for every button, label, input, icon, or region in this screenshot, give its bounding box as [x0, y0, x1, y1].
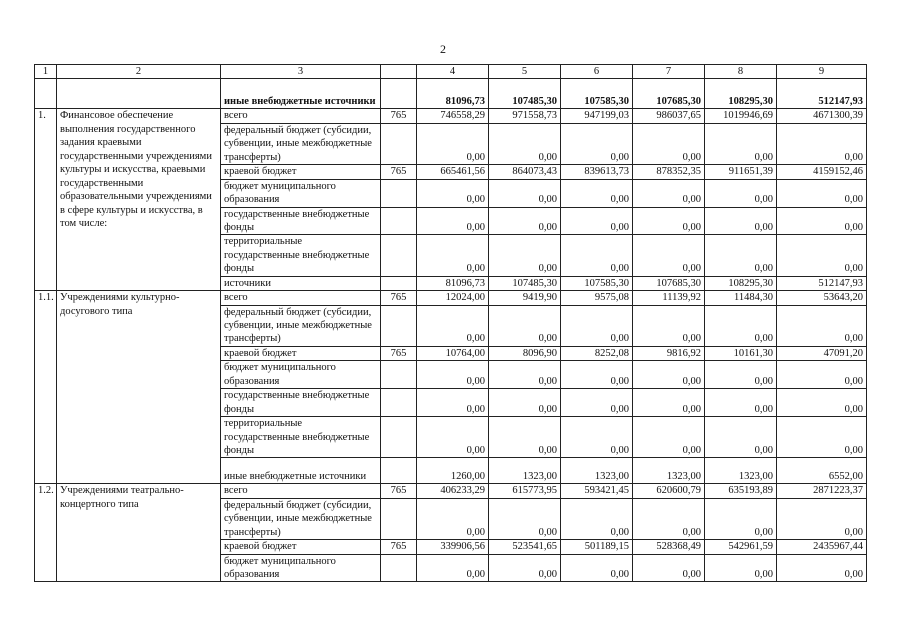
value-cell: 0,00 — [777, 305, 867, 346]
value-cell: 911651,39 — [705, 165, 777, 179]
code-cell: 765 — [381, 346, 417, 360]
value-cell: 107585,30 — [561, 276, 633, 290]
code-cell — [381, 305, 417, 346]
value-cell: 0,00 — [633, 417, 705, 458]
value-cell: 0,00 — [417, 305, 489, 346]
value-cell: 0,00 — [705, 123, 777, 164]
value-cell: 107685,30 — [633, 79, 705, 109]
value-cell: 0,00 — [633, 179, 705, 207]
value-cell: 0,00 — [705, 235, 777, 276]
value-cell: 10161,30 — [705, 346, 777, 360]
table-row — [35, 291, 867, 305]
value-cell: 0,00 — [417, 389, 489, 417]
code-cell — [381, 389, 417, 417]
header-cell: 2 — [57, 65, 221, 79]
value-cell: 0,00 — [489, 179, 561, 207]
value-cell: 971558,73 — [489, 109, 561, 123]
value-cell: 635193,89 — [705, 484, 777, 498]
value-cell: 0,00 — [633, 235, 705, 276]
value-cell: 9816,92 — [633, 346, 705, 360]
value-cell: 0,00 — [633, 361, 705, 389]
value-cell: 339906,56 — [417, 540, 489, 554]
section-name: Учреждениями культурно-досугового типа — [57, 291, 221, 484]
source-cell: иные внебюджетные источники — [221, 79, 381, 109]
value-cell: 0,00 — [561, 207, 633, 235]
source-cell: государственные внебюджетные фонды — [221, 389, 381, 417]
value-cell: 53643,20 — [777, 291, 867, 305]
header-cell — [381, 65, 417, 79]
code-cell: 765 — [381, 165, 417, 179]
value-cell: 0,00 — [417, 123, 489, 164]
value-cell: 6552,00 — [777, 458, 867, 484]
source-cell: федеральный бюджет (субсидии, субвенции, иные межбюджетные трансферты) — [221, 123, 381, 164]
value-cell: 11139,92 — [633, 291, 705, 305]
value-cell: 0,00 — [489, 498, 561, 539]
source-cell: государственные внебюджетные фонды — [221, 207, 381, 235]
value-cell: 108295,30 — [705, 79, 777, 109]
value-cell: 0,00 — [705, 305, 777, 346]
value-cell: 8252,08 — [561, 346, 633, 360]
value-cell: 0,00 — [417, 179, 489, 207]
code-cell — [381, 79, 417, 109]
code-cell — [381, 498, 417, 539]
code-cell — [381, 235, 417, 276]
section-name: Учреждениями театрально-концертного типа — [57, 484, 221, 582]
value-cell: 0,00 — [777, 417, 867, 458]
section-name: Финансовое обеспечение выполнения государственного задания краевыми государственными учреждениями культуры и искусства, краевыми государственными образовательными учреждениями в сфере культуры и искусства, в том числе: — [57, 109, 221, 291]
value-cell: 0,00 — [489, 123, 561, 164]
value-cell: 0,00 — [489, 235, 561, 276]
source-cell: территориальные государственные внебюджетные фонды — [221, 235, 381, 276]
source-cell: краевой бюджет — [221, 165, 381, 179]
value-cell: 0,00 — [489, 554, 561, 582]
value-cell: 0,00 — [417, 235, 489, 276]
source-cell: всего — [221, 484, 381, 498]
value-cell: 0,00 — [633, 305, 705, 346]
code-cell — [381, 179, 417, 207]
header-cell: 1 — [35, 65, 57, 79]
header-cell: 3 — [221, 65, 381, 79]
value-cell: 81096,73 — [417, 276, 489, 290]
table-body — [35, 79, 867, 582]
value-cell: 665461,56 — [417, 165, 489, 179]
value-cell: 0,00 — [777, 361, 867, 389]
value-cell: 107685,30 — [633, 276, 705, 290]
value-cell: 2871223,37 — [777, 484, 867, 498]
value-cell: 0,00 — [633, 207, 705, 235]
section-index: 1.1. — [35, 291, 57, 484]
value-cell: 9575,08 — [561, 291, 633, 305]
value-cell: 512147,93 — [777, 276, 867, 290]
value-cell: 4159152,46 — [777, 165, 867, 179]
value-cell: 0,00 — [417, 498, 489, 539]
source-cell: федеральный бюджет (субсидии, субвенции, иные межбюджетные трансферты) — [221, 305, 381, 346]
header-cell: 4 — [417, 65, 489, 79]
value-cell: 0,00 — [417, 417, 489, 458]
value-cell: 12024,00 — [417, 291, 489, 305]
value-cell: 0,00 — [633, 123, 705, 164]
source-cell: территориальные государственные внебюджетные фонды — [221, 417, 381, 458]
value-cell: 0,00 — [633, 389, 705, 417]
value-cell: 0,00 — [777, 207, 867, 235]
value-cell: 0,00 — [489, 305, 561, 346]
value-cell: 0,00 — [777, 123, 867, 164]
continuation-row — [35, 79, 867, 109]
source-cell: бюджет муниципального образования — [221, 361, 381, 389]
code-cell: 765 — [381, 109, 417, 123]
header-row — [35, 65, 867, 79]
value-cell: 406233,29 — [417, 484, 489, 498]
value-cell: 2435967,44 — [777, 540, 867, 554]
header-cell: 8 — [705, 65, 777, 79]
value-cell: 4671300,39 — [777, 109, 867, 123]
value-cell: 864073,43 — [489, 165, 561, 179]
value-cell: 0,00 — [705, 417, 777, 458]
value-cell: 0,00 — [417, 554, 489, 582]
value-cell: 746558,29 — [417, 109, 489, 123]
value-cell: 0,00 — [705, 207, 777, 235]
value-cell: 0,00 — [561, 554, 633, 582]
name-cell — [57, 79, 221, 109]
code-cell — [381, 276, 417, 290]
value-cell: 81096,73 — [417, 79, 489, 109]
value-cell: 0,00 — [705, 498, 777, 539]
value-cell: 0,00 — [777, 235, 867, 276]
value-cell: 107485,30 — [489, 276, 561, 290]
value-cell: 0,00 — [561, 361, 633, 389]
source-cell: всего — [221, 109, 381, 123]
value-cell: 1019946,69 — [705, 109, 777, 123]
code-cell: 765 — [381, 540, 417, 554]
value-cell: 0,00 — [777, 554, 867, 582]
code-cell — [381, 123, 417, 164]
value-cell: 542961,59 — [705, 540, 777, 554]
value-cell: 620600,79 — [633, 484, 705, 498]
value-cell: 0,00 — [705, 389, 777, 417]
source-cell: бюджет муниципального образования — [221, 554, 381, 582]
source-cell: источники — [221, 276, 381, 290]
value-cell: 0,00 — [633, 554, 705, 582]
code-cell — [381, 207, 417, 235]
code-cell — [381, 458, 417, 484]
code-cell — [381, 361, 417, 389]
value-cell: 839613,73 — [561, 165, 633, 179]
value-cell: 47091,20 — [777, 346, 867, 360]
value-cell: 0,00 — [705, 554, 777, 582]
value-cell: 0,00 — [561, 179, 633, 207]
value-cell: 0,00 — [489, 417, 561, 458]
code-cell — [381, 554, 417, 582]
value-cell: 0,00 — [417, 361, 489, 389]
source-cell: бюджет муниципального образования — [221, 179, 381, 207]
value-cell: 528368,49 — [633, 540, 705, 554]
value-cell: 0,00 — [417, 207, 489, 235]
value-cell: 107585,30 — [561, 79, 633, 109]
value-cell: 0,00 — [777, 179, 867, 207]
value-cell: 878352,35 — [633, 165, 705, 179]
header-cell: 9 — [777, 65, 867, 79]
budget-table — [34, 64, 867, 582]
value-cell: 0,00 — [561, 235, 633, 276]
value-cell: 0,00 — [489, 361, 561, 389]
value-cell: 108295,30 — [705, 276, 777, 290]
value-cell: 0,00 — [777, 498, 867, 539]
value-cell: 107485,30 — [489, 79, 561, 109]
value-cell: 1260,00 — [417, 458, 489, 484]
value-cell: 0,00 — [777, 389, 867, 417]
section-index: 1.2. — [35, 484, 57, 582]
table-row — [35, 109, 867, 123]
value-cell: 11484,30 — [705, 291, 777, 305]
value-cell: 0,00 — [561, 305, 633, 346]
value-cell: 947199,03 — [561, 109, 633, 123]
header-cell: 6 — [561, 65, 633, 79]
section-index: 1. — [35, 109, 57, 291]
value-cell: 0,00 — [705, 179, 777, 207]
value-cell: 0,00 — [561, 498, 633, 539]
value-cell: 986037,65 — [633, 109, 705, 123]
value-cell: 8096,90 — [489, 346, 561, 360]
page-number: 2 — [440, 42, 446, 56]
value-cell: 0,00 — [561, 123, 633, 164]
value-cell: 10764,00 — [417, 346, 489, 360]
value-cell: 9419,90 — [489, 291, 561, 305]
value-cell: 0,00 — [633, 498, 705, 539]
value-cell: 501189,15 — [561, 540, 633, 554]
source-cell: краевой бюджет — [221, 540, 381, 554]
source-cell: федеральный бюджет (субсидии, субвенции, иные межбюджетные трансферты) — [221, 498, 381, 539]
value-cell: 0,00 — [561, 417, 633, 458]
code-cell — [381, 417, 417, 458]
value-cell: 593421,45 — [561, 484, 633, 498]
value-cell: 0,00 — [489, 389, 561, 417]
source-cell: иные внебюджетные источники — [221, 458, 381, 484]
source-cell: всего — [221, 291, 381, 305]
table-row — [35, 484, 867, 498]
header-cell: 7 — [633, 65, 705, 79]
value-cell: 615773,95 — [489, 484, 561, 498]
code-cell: 765 — [381, 484, 417, 498]
header-cell: 5 — [489, 65, 561, 79]
value-cell: 1323,00 — [489, 458, 561, 484]
source-cell: краевой бюджет — [221, 346, 381, 360]
value-cell: 1323,00 — [561, 458, 633, 484]
value-cell: 523541,65 — [489, 540, 561, 554]
value-cell: 0,00 — [561, 389, 633, 417]
value-cell: 1323,00 — [633, 458, 705, 484]
value-cell: 0,00 — [489, 207, 561, 235]
index-cell — [35, 79, 57, 109]
value-cell: 512147,93 — [777, 79, 867, 109]
value-cell: 0,00 — [705, 361, 777, 389]
code-cell: 765 — [381, 291, 417, 305]
value-cell: 1323,00 — [705, 458, 777, 484]
